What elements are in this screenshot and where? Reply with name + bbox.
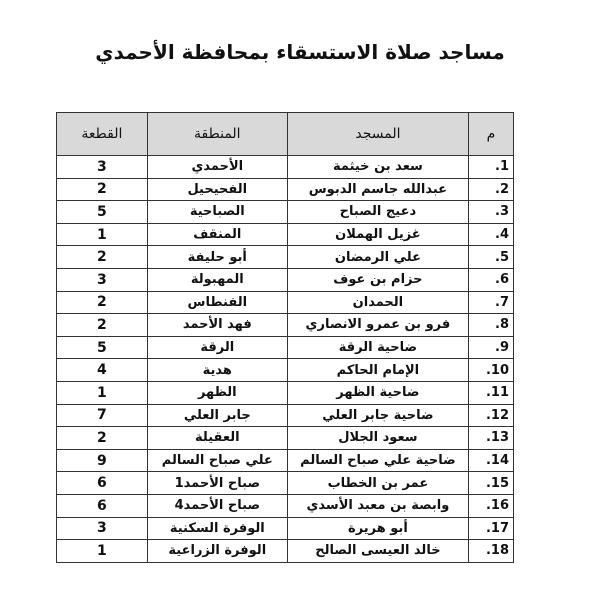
table-row	[57, 156, 514, 179]
row-number: 15.	[469, 472, 514, 495]
table-row	[57, 494, 514, 517]
table-row	[57, 404, 514, 427]
area-name: المهبولة	[147, 268, 287, 291]
block-number: 1	[57, 381, 148, 404]
mosque-name: خالد العيسى الصالح	[287, 540, 468, 563]
row-number: 14.	[469, 449, 514, 472]
header-block: القطعة	[57, 113, 148, 156]
row-number: 9.	[469, 336, 514, 359]
block-number: 4	[57, 359, 148, 382]
area-name: الفنطاس	[147, 291, 287, 314]
table-row	[57, 517, 514, 540]
row-number: 11.	[469, 381, 514, 404]
area-name: هدية	[147, 359, 287, 382]
mosque-name: ضاحية الظهر	[287, 381, 468, 404]
row-number: 4.	[469, 223, 514, 246]
block-number: 2	[57, 246, 148, 269]
table-row	[57, 427, 514, 450]
area-name: أبو حليفة	[147, 246, 287, 269]
table-row	[57, 268, 514, 291]
row-number: 17.	[469, 517, 514, 540]
area-name: المنقف	[147, 223, 287, 246]
block-number: 6	[57, 494, 148, 517]
mosque-name: ضاحية الرقة	[287, 336, 468, 359]
area-name: صباح الأحمد1	[147, 472, 287, 495]
block-number: 2	[57, 427, 148, 450]
block-number: 9	[57, 449, 148, 472]
table-row	[57, 246, 514, 269]
table-body	[57, 156, 514, 563]
table-header	[57, 113, 514, 156]
area-name: جابر العلي	[147, 404, 287, 427]
row-number: 12.	[469, 404, 514, 427]
mosque-name: عبدالله جاسم الدبوس	[287, 178, 468, 201]
row-number: 3.	[469, 201, 514, 224]
mosque-name: الحمدان	[287, 291, 468, 314]
row-number: 7.	[469, 291, 514, 314]
block-number: 7	[57, 404, 148, 427]
area-name: العقيلة	[147, 427, 287, 450]
row-number: 18.	[469, 540, 514, 563]
mosque-name: دعيج الصباح	[287, 201, 468, 224]
block-number: 2	[57, 314, 148, 337]
block-number: 3	[57, 268, 148, 291]
header-row	[57, 113, 514, 156]
block-number: 2	[57, 291, 148, 314]
block-number: 6	[57, 472, 148, 495]
mosque-name: عمر بن الخطاب	[287, 472, 468, 495]
area-name: الأحمدي	[147, 156, 287, 179]
mosque-name: الإمام الحاكم	[287, 359, 468, 382]
area-name: الرقة	[147, 336, 287, 359]
block-number: 1	[57, 540, 148, 563]
row-number: 13.	[469, 427, 514, 450]
mosque-name: فرو بن عمرو الانصاري	[287, 314, 468, 337]
table-row	[57, 201, 514, 224]
block-number: 3	[57, 517, 148, 540]
row-number: 16.	[469, 494, 514, 517]
mosques-table	[56, 112, 514, 563]
table-row	[57, 449, 514, 472]
header-area: المنطقة	[147, 113, 287, 156]
block-number: 1	[57, 223, 148, 246]
header-mosque: المسجد	[287, 113, 468, 156]
mosque-name: وابصة بن معبد الأسدي	[287, 494, 468, 517]
block-number: 5	[57, 201, 148, 224]
area-name: علي صباح السالم	[147, 449, 287, 472]
mosque-name: ضاحية علي صباح السالم	[287, 449, 468, 472]
row-number: 10.	[469, 359, 514, 382]
table-row	[57, 472, 514, 495]
page-title: مساجد صلاة الاستسقاء بمحافظة الأحمدي	[95, 40, 505, 64]
row-number: 5.	[469, 246, 514, 269]
table-row	[57, 223, 514, 246]
table-row	[57, 381, 514, 404]
mosque-name: ضاحية جابر العلي	[287, 404, 468, 427]
table-row	[57, 540, 514, 563]
block-number: 2	[57, 178, 148, 201]
area-name: الفحيحيل	[147, 178, 287, 201]
area-name: الوفرة الزراعية	[147, 540, 287, 563]
block-number: 5	[57, 336, 148, 359]
block-number: 3	[57, 156, 148, 179]
area-name: فهد الأحمد	[147, 314, 287, 337]
mosque-name: غزيل الهملان	[287, 223, 468, 246]
area-name: الوفرة السكنية	[147, 517, 287, 540]
mosque-name: حزام بن عوف	[287, 268, 468, 291]
row-number: 6.	[469, 268, 514, 291]
table-row	[57, 314, 514, 337]
area-name: الصباحية	[147, 201, 287, 224]
table-row	[57, 359, 514, 382]
mosque-name: علي الرمضان	[287, 246, 468, 269]
table-row	[57, 291, 514, 314]
header-number: م	[469, 113, 514, 156]
mosque-name: أبو هريرة	[287, 517, 468, 540]
table-row	[57, 336, 514, 359]
table-row	[57, 178, 514, 201]
row-number: 2.	[469, 178, 514, 201]
area-name: صباح الأحمد4	[147, 494, 287, 517]
mosque-name: سعود الجلال	[287, 427, 468, 450]
row-number: 1.	[469, 156, 514, 179]
mosque-name: سعد بن خيثمة	[287, 156, 468, 179]
row-number: 8.	[469, 314, 514, 337]
area-name: الظهر	[147, 381, 287, 404]
